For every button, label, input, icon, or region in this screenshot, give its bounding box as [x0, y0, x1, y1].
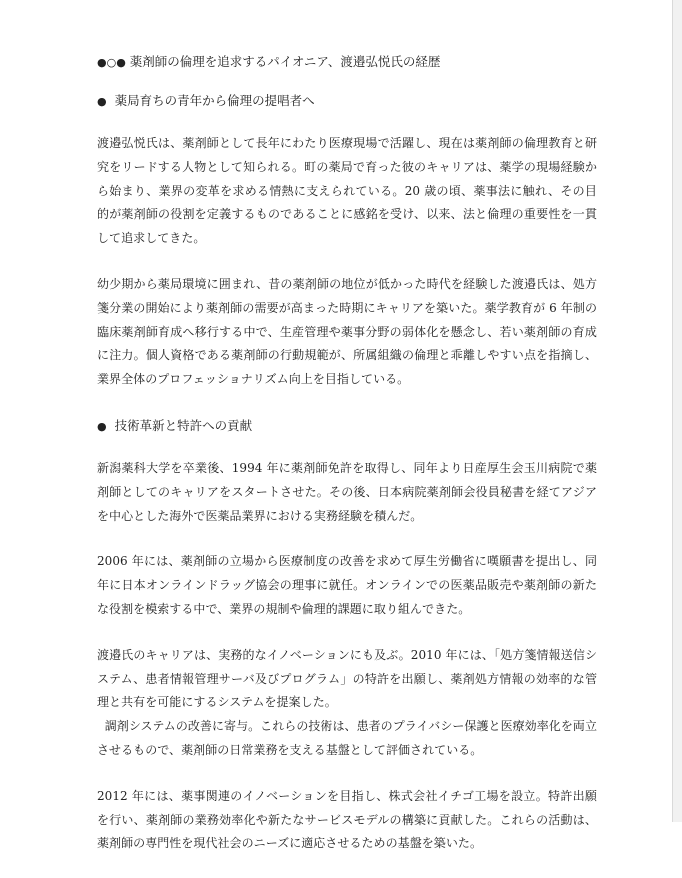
title-text: 薬剤師の倫理を追求するパイオニア、渡邉弘悦氏の経歴 — [129, 54, 441, 69]
section-heading-text: 技術革新と特許への貢献 — [114, 417, 253, 433]
section-bullet: ● — [97, 95, 107, 108]
paragraph: 2006 年には、薬剤師の立場から医療制度の改善を求めて厚生労働省に嘆願書を提出し、同年に日本オンラインドラッグ協会の理事に就任。オンラインでの医薬品販売や薬剤師の新たな役割を模索する中で、業界の規制や倫理的課題に取り組んできた。 — [97, 554, 597, 616]
section-heading-1 — [97, 89, 597, 114]
paragraph: 新潟薬科大学を卒業後、1994 年に薬剤師免許を取得し、同年より日産厚生会玉川病院で薬剤師としてのキャリアをスタートさせた。その後、日本病院薬剤師会役員秘書を経てアジアを中心とした海外で医薬品業界における実務経験を積んだ。 — [97, 460, 597, 523]
paragraph: 渡邉氏のキャリアは、実務的なイノベーションにも及ぶ。2010 年には、「処方箋情報送信システム、患者情報管理サーバ及びプログラム」の特許を出願し、薬剤処方情報の効率的な管理と共有を可能にするシステムを提案した。 — [97, 647, 597, 710]
paragraph-text: 調剤システムの改善に寄与。これらの技術は、患者のプライバシー保護と医療効率化を両立させるもので、薬剤師の日常業務を支える基盤として評価されている。 — [97, 719, 597, 757]
section-bullet: ● — [97, 419, 107, 433]
paragraph: 2012 年には、薬事関連のイノベーションを目指し、株式会社イチゴ工場を設立。特許出願を行い、薬剤師の業務効率化や新たなサービスモデルの構築に貢献した。これらの活動は、薬剤師の専門性を現代社会のニーズに適応させるための基盤を築いた。 — [97, 788, 597, 851]
article-body — [97, 50, 597, 878]
paragraph: 渡邉弘悦氏は、薬剤師として長年にわたり医療現場で活躍し、現在は薬剤師の倫理教育と研究をリードする人物として知られる。町の薬局で育った彼のキャリアは、薬学の現場経験から始まり、業界の変革を求める情熱に支えられている。20 歳の頃、薬事法に触れ、その目的が薬剤師の役割を定義するものであることに感銘を受け、以来、法と倫理の重要性を一貫して追求してきた。 — [97, 136, 597, 246]
section-heading-2 — [97, 414, 597, 439]
article-title — [97, 50, 597, 75]
section-heading-text: 薬局育ちの青年から倫理の提唱者へ — [114, 93, 315, 108]
paragraph — [97, 715, 597, 763]
page-margin-strip — [673, 0, 682, 822]
title-bullets: ●○● — [97, 56, 126, 69]
paragraph: 幼少期から薬局環境に囲まれ、昔の薬剤師の地位が低かった時代を経験した渡邉氏は、処方箋分業の開始により薬剤師の需要が高まった時期にキャリアを築いた。薬学教育が 6 年制の臨床薬剤師育成へ移行する中で、生産管理や薬事分野の弱体化を懸念し、若い薬剤師の育成に注力。個人資格である薬剤師の行動規範が、所属組織の倫理と乖離しやすい点を指摘し、業界全体のプロフェッショナリズム向上を目指している。 — [97, 276, 597, 387]
